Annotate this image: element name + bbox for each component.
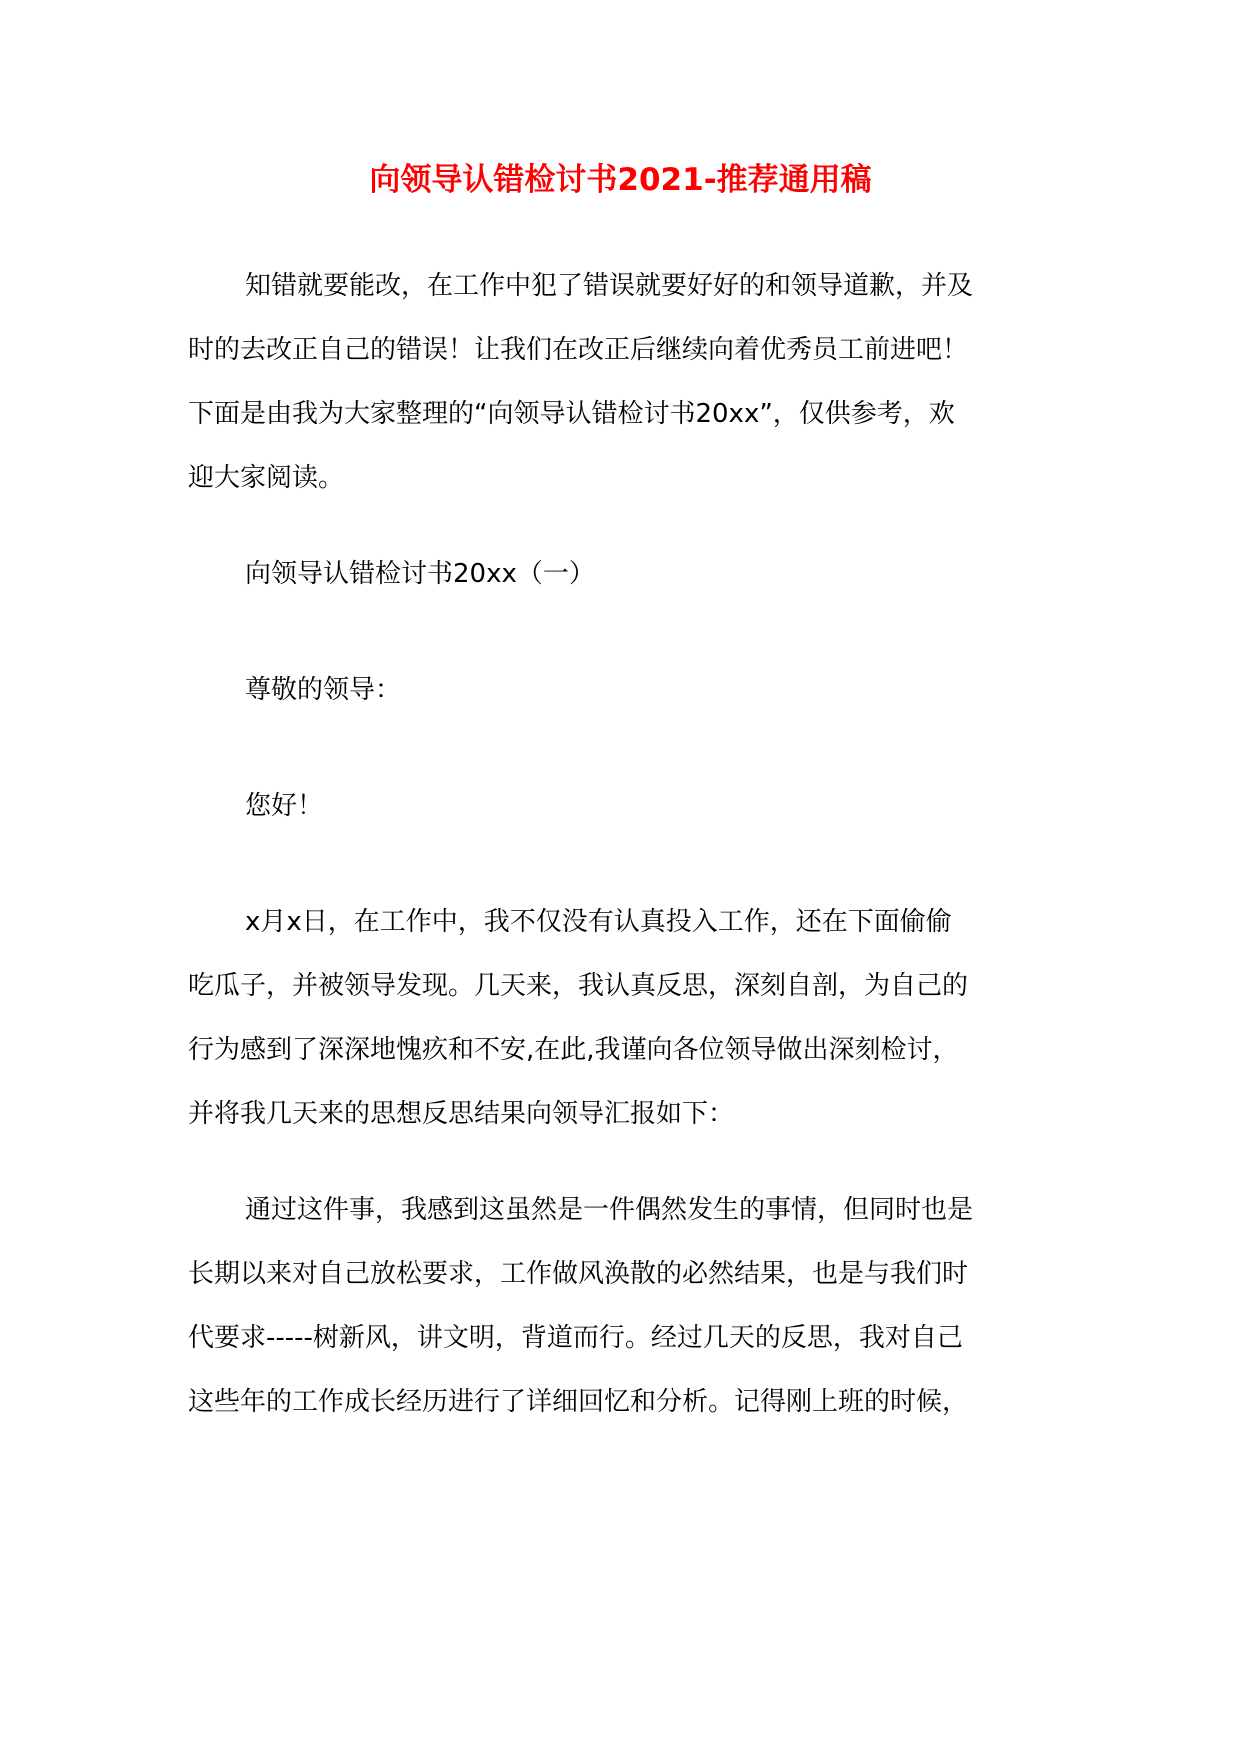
paragraph-line: 代要求-----树新风，讲文明，背道而行。经过几天的反思，我对自己 [188, 1323, 963, 1353]
intro-line: 迎大家阅读。 [188, 463, 345, 493]
body-paragraph-1 [188, 890, 1058, 1146]
intro-line: 时的去改正自己的错误！让我们在改正后继续向着优秀员工前进吧！ [188, 335, 969, 365]
intro-line: 下面是由我为大家整理的“向领导认错检讨书20xx”，仅供参考，欢 [188, 399, 955, 429]
section-heading-text: 向领导认错检讨书20xx（一） [245, 559, 595, 589]
salutation [188, 658, 1058, 722]
salutation-text: 尊敬的领导： [245, 675, 402, 705]
paragraph-line: x月x日，在工作中，我不仅没有认真投入工作，还在下面偷偷 [245, 907, 952, 937]
greeting-text: 您好！ [245, 791, 324, 821]
paragraph-line: 吃瓜子，并被领导发现。几天来，我认真反思，深刻自剖，为自己的 [188, 971, 969, 1001]
paragraph-line: 这些年的工作成长经历进行了详细回忆和分析。记得刚上班的时候， [188, 1387, 969, 1417]
body-paragraph-2 [188, 1178, 1058, 1434]
paragraph-line: 长期以来对自己放松要求，工作做风涣散的必然结果，也是与我们时 [188, 1259, 969, 1289]
section-heading [188, 542, 1058, 606]
intro-line: 知错就要能改，在工作中犯了错误就要好好的和领导道歉，并及 [245, 271, 974, 301]
paragraph-line: 行为感到了深深地愧疚和不安,在此,我谨向各位领导做出深刻检讨， [188, 1035, 959, 1065]
intro-paragraph [188, 254, 1058, 510]
paragraph-line: 并将我几天来的思想反思结果向领导汇报如下： [188, 1099, 735, 1129]
paragraph-line: 通过这件事，我感到这虽然是一件偶然发生的事情，但同时也是 [245, 1195, 974, 1225]
document-title: 向领导认错检讨书2021-推荐通用稿 [369, 162, 872, 198]
greeting [188, 774, 1058, 838]
